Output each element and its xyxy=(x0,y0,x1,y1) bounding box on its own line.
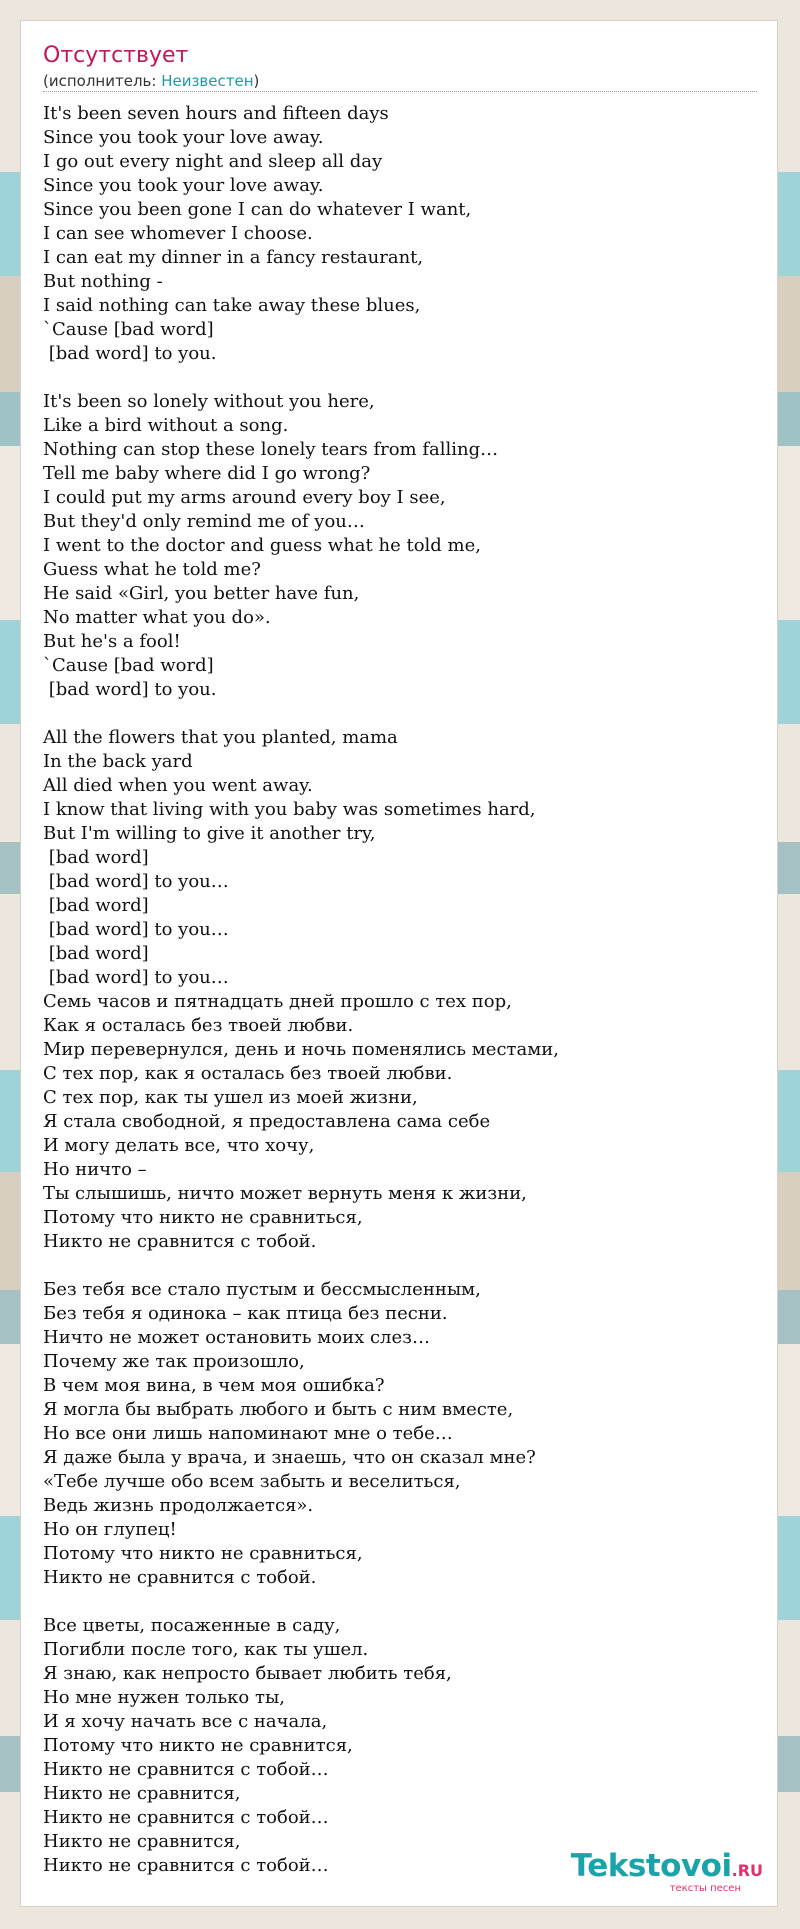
lyric-line: Никто не сравнится с тобой. xyxy=(43,1567,317,1588)
artist-prefix: (исполнитель: xyxy=(43,72,162,90)
lyric-line: But I'm willing to give it another try, xyxy=(43,823,376,844)
lyric-line: Никто не сравнится с тобой… xyxy=(43,1807,329,1828)
lyric-line: I know that living with you baby was sometimes hard, xyxy=(43,799,536,820)
artist-line xyxy=(43,71,757,92)
artist-suffix: ) xyxy=(253,72,260,90)
lyric-line: I could put my arms around every boy I see, xyxy=(43,487,446,508)
lyric-line: Since you been gone I can do whatever I want, xyxy=(43,199,472,220)
lyric-line: Мир перевернулся, день и ночь поменялись местами, xyxy=(43,1039,559,1060)
lyric-line: Без тебя все стало пустым и бессмысленным, xyxy=(43,1279,481,1300)
lyric-line: [bad word] to you. xyxy=(43,679,217,700)
lyric-line: I go out every night and sleep all day xyxy=(43,151,383,172)
lyric-line: Как я осталась без твоей любви. xyxy=(43,1015,354,1036)
site-logo[interactable] xyxy=(571,1849,763,1894)
lyric-line: Никто не сравнится, xyxy=(43,1831,241,1852)
logo-main-text: Tekstovoi xyxy=(570,1848,732,1884)
lyric-line: Без тебя я одинока – как птица без песни. xyxy=(43,1303,448,1324)
lyric-line: But they'd only remind me of you… xyxy=(43,511,365,532)
lyric-line: Ничто не может остановить моих слез… xyxy=(43,1327,430,1348)
lyric-line: [bad word] to you. xyxy=(43,343,217,364)
lyric-line: Tell me baby where did I go wrong? xyxy=(43,463,371,484)
lyric-line: It's been seven hours and fifteen days xyxy=(43,103,389,124)
lyric-line: Since you took your love away. xyxy=(43,175,324,196)
stanza-break xyxy=(43,1254,757,1278)
lyric-line: «Тебе лучше обо всем забыть и веселиться, xyxy=(43,1471,461,1492)
lyric-line: С тех пор, как я осталась без твоей любви. xyxy=(43,1063,453,1084)
lyric-line: Guess what he told me? xyxy=(43,559,261,580)
lyric-line: Но ничто – xyxy=(43,1159,147,1180)
lyric-line: Семь часов и пятнадцать дней прошло с тех пор, xyxy=(43,991,512,1012)
lyric-line: It's been so lonely without you here, xyxy=(43,391,375,412)
artist-link[interactable]: Неизвестен xyxy=(161,72,254,90)
lyric-line: No matter what you do». xyxy=(43,607,271,628)
lyric-line: In the back yard xyxy=(43,751,193,772)
lyric-line: All the flowers that you planted, mama xyxy=(43,727,398,748)
logo-tld: .RU xyxy=(731,1861,763,1880)
lyric-line: Потому что никто не сравниться, xyxy=(43,1543,363,1564)
lyric-line: И я хочу начать все с начала, xyxy=(43,1711,328,1732)
lyric-line: Ты слышишь, ничто может вернуть меня к жизни, xyxy=(43,1183,527,1204)
lyric-line: Ведь жизнь продолжается». xyxy=(43,1495,314,1516)
stanza-break xyxy=(43,366,757,390)
lyric-line: Но мне нужен только ты, xyxy=(43,1687,285,1708)
lyric-line: Я знаю, как непросто бывает любить тебя, xyxy=(43,1663,452,1684)
lyric-line: В чем моя вина, в чем моя ошибка? xyxy=(43,1375,385,1396)
song-title: Отсутствует xyxy=(43,43,189,68)
logo-tagline: тексты песен xyxy=(669,1883,741,1894)
lyric-line: I went to the doctor and guess what he told me, xyxy=(43,535,481,556)
lyric-line: Никто не сравнится с тобой… xyxy=(43,1759,329,1780)
lyric-line: Я стала свободной, я предоставлена сама себе xyxy=(43,1111,491,1132)
lyric-line: Почему же так произошло, xyxy=(43,1351,305,1372)
lyric-line: I said nothing can take away these blues, xyxy=(43,295,421,316)
lyric-line: Никто не сравнится с тобой. xyxy=(43,1231,317,1252)
lyric-line: Погибли после того, как ты ушел. xyxy=(43,1639,369,1660)
lyric-line: Все цветы, посаженные в саду, xyxy=(43,1615,341,1636)
lyrics-text xyxy=(43,102,757,1878)
lyric-line: But nothing - xyxy=(43,271,163,292)
lyric-line: Since you took your love away. xyxy=(43,127,324,148)
lyric-line: Но он глупец! xyxy=(43,1519,177,1540)
lyric-line: Потому что никто не сравнится, xyxy=(43,1735,353,1756)
lyric-line: [bad word] to you… xyxy=(43,919,229,940)
lyric-line: But he's a fool! xyxy=(43,631,181,652)
lyric-line: [bad word] to you… xyxy=(43,967,229,988)
lyrics-page xyxy=(20,20,778,1907)
lyric-line: Like a bird without a song. xyxy=(43,415,289,436)
lyric-line: Потому что никто не сравниться, xyxy=(43,1207,363,1228)
lyric-line: С тех пор, как ты ушел из моей жизни, xyxy=(43,1087,418,1108)
lyric-line: Никто не сравнится, xyxy=(43,1783,241,1804)
lyric-line: [bad word] xyxy=(43,895,149,916)
stanza-break xyxy=(43,1590,757,1614)
lyric-line: И могу делать все, что хочу, xyxy=(43,1135,315,1156)
lyric-line: [bad word] xyxy=(43,847,149,868)
lyric-line: Я могла бы выбрать любого и быть с ним вместе, xyxy=(43,1399,514,1420)
lyric-line: Никто не сравнится с тобой… xyxy=(43,1855,329,1876)
lyric-line: [bad word] to you… xyxy=(43,871,229,892)
lyric-line: `Cause [bad word] xyxy=(43,655,214,676)
lyric-line: Я даже была у врача, и знаешь, что он сказал мне? xyxy=(43,1447,536,1468)
lyric-line: All died when you went away. xyxy=(43,775,313,796)
lyric-line: [bad word] xyxy=(43,943,149,964)
lyric-line: `Cause [bad word] xyxy=(43,319,214,340)
lyric-line: He said «Girl, you better have fun, xyxy=(43,583,360,604)
stanza-break xyxy=(43,702,757,726)
lyric-line: Но все они лишь напоминают мне о тебе… xyxy=(43,1423,453,1444)
lyric-line: Nothing can stop these lonely tears from falling… xyxy=(43,439,499,460)
lyric-line: I can eat my dinner in a fancy restaurant, xyxy=(43,247,424,268)
lyric-line: I can see whomever I choose. xyxy=(43,223,313,244)
